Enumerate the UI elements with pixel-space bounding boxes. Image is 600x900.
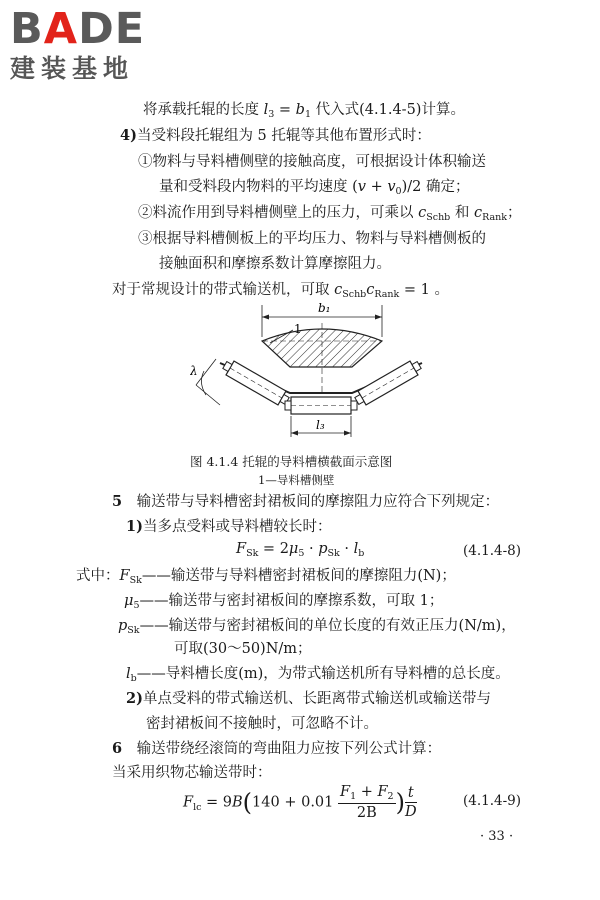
page-number: · 33 · [480, 829, 514, 844]
text-line-17: 密封裙板间不接触时，可忽略不计。 [146, 716, 378, 732]
text-line-16: 2)单点受料的带式输送机、长距离带式输送机或输送带与 [126, 690, 491, 707]
text-line-12: $\mu_5——$输送带与密封裙板间的摩擦系数，可取 1； [124, 593, 444, 611]
figure-legend: 1—导料槽侧壁 [258, 473, 335, 487]
label-lambda: λ [190, 364, 198, 378]
idler-cross-section-figure [190, 297, 430, 447]
text-line-11: 式中：$F_{Sk}——$输送带与导料槽密封裙板间的摩擦阻力(N)； [76, 568, 456, 586]
brand-logo [10, 6, 145, 84]
label-l3: l₃ [316, 418, 325, 432]
text-line-9: 5 输送带与导料槽密封裙板间的摩擦阻力应符合下列规定： [112, 493, 500, 510]
right-wing-roller [353, 358, 423, 408]
text-line-8: 对于常规设计的带式输送机，可取 $c_{Schb}c_{Rank} = 1$ 。 [112, 282, 450, 300]
text-line-15: $l_b——$导料槽长度(m)，为带式输送机所有导料槽的总长度。 [126, 666, 510, 684]
text-line-10: 1)当多点受料或导料槽较长时： [126, 518, 332, 535]
lambda-line-2 [196, 385, 220, 405]
logo-subtitle: 建装基地 [10, 54, 135, 83]
equation-4-1-4-8: $F_{Sk} = 2\mu_5 \cdot p_{Sk} \cdot l_b$ [236, 541, 365, 559]
equation-number-9: (4.1.4-9) [463, 793, 522, 809]
equation-number-8: (4.1.4-8) [463, 543, 522, 559]
lambda-line-1 [196, 359, 216, 385]
text-line-4: 量和受料段内物料的平均速度 $(v + v_0)/2$ 确定； [159, 179, 470, 197]
text-line-7: 接触面积和摩擦系数计算摩擦阻力。 [159, 256, 391, 272]
text-line-3: ①物料与导料槽侧壁的接触高度，可根据设计体积输送 [138, 154, 486, 170]
text-line-5: ②料流作用到导料槽侧壁上的压力，可乘以 $c_{Schb}$ 和 $c_{Rank}$； [138, 205, 522, 223]
logo-wordmark: BADE [10, 4, 146, 54]
equation-4-1-4-9: $F_{lc} = 9B(140 + 0.01$ $\frac{F_1 + F_2}{2B}$ ) $\frac{t}{D}$ [183, 784, 417, 821]
label-1: 1 [294, 322, 302, 336]
text-line-2: 4)当受料段托辊组为 5 托辊等其他布置形式时： [120, 127, 431, 144]
text-line-14: 可取(30～50)N/m； [174, 641, 312, 657]
center-roller [285, 397, 357, 414]
text-line-1: 将承载托辊的长度 $l_3 = b_1$ 代入式(4.1.4-5)计算。 [143, 102, 465, 120]
fraction-forces: $\frac{F_1 + F_2}{2B}$ [340, 784, 394, 821]
text-line-13: $p_{Sk}——$输送带与密封裙板间的单位长度的有效正压力(N/m)， [118, 618, 516, 636]
left-wing-roller [221, 358, 291, 408]
figure-caption: 图 4.1.4 托辊的导料槽横截面示意图 [190, 454, 393, 469]
text-line-6: ③根据导料槽侧板上的平均压力、物料与导料槽侧板的 [138, 231, 486, 247]
label-b1: b₁ [318, 301, 331, 315]
text-line-19: 当采用织物芯输送带时： [112, 765, 272, 781]
text-line-18: 6 输送带绕经滚筒的弯曲阻力应按下列公式计算： [112, 740, 442, 757]
fraction-t-over-d: $\frac{t}{D}$ [404, 785, 417, 820]
